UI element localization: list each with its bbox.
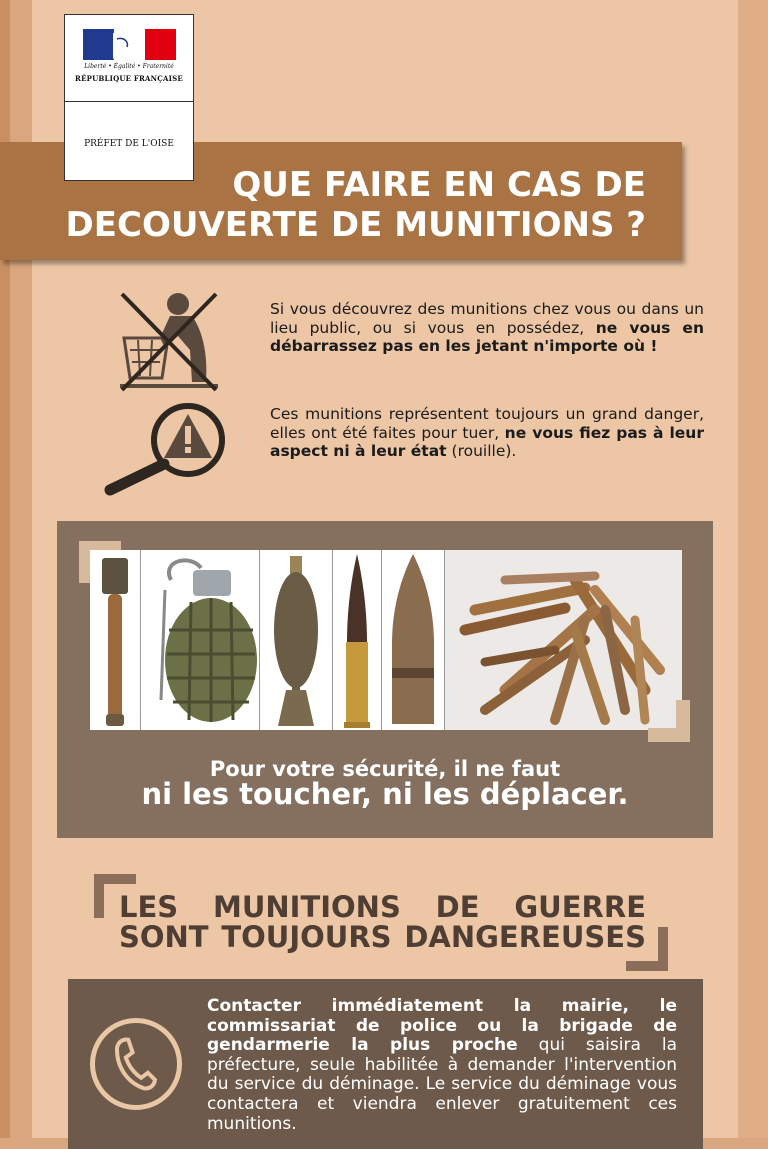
intro-1-text: Si vous découvrez des munitions chez vous ou dans un lieu public, ou si vous en possédez, xyxy=(270,300,704,337)
artillery-shell-photo xyxy=(382,550,445,730)
stick-grenade-photo xyxy=(90,550,141,730)
cartridge-photo xyxy=(333,550,382,730)
marianne-flag-icon xyxy=(83,29,176,60)
intro-1-bold: ne vous en débarrassez pas en les jetant n'importe où ! xyxy=(270,318,704,355)
contact-text xyxy=(207,997,677,1134)
intro-paragraph-1 xyxy=(270,300,704,356)
contact-normal: qui saisira la préfecture, seule habilitée à demander l'intervention du service du déminage. Le service du déminage vous contactera et viendra enlever gratuitement ces munitions. xyxy=(207,1035,677,1134)
munitions-photos xyxy=(90,550,682,730)
intro-2-bold: ne vous fiez pas à leur aspect ni à leur état xyxy=(270,423,704,460)
magnifier-warning-icon xyxy=(100,402,226,496)
intro-2-end: (rouille). xyxy=(451,442,517,460)
prefecture-logo xyxy=(64,14,194,181)
intro-paragraph-2 xyxy=(270,405,704,461)
safety-line-1: Pour votre sécurité, il ne faut xyxy=(209,757,561,781)
contact-panel xyxy=(68,979,703,1149)
intro-2-text: Ces munitions représentent toujours un grand danger, elles ont été faites pour tuer, xyxy=(270,405,704,442)
war-heading-line-2: SONT TOUJOURS DANGEREUSES xyxy=(119,920,646,954)
panel-corner-bottom-right xyxy=(648,700,690,742)
page-edge-right xyxy=(738,0,768,1138)
motto: Liberté • Égalité • Fraternité xyxy=(84,63,174,70)
phone-icon xyxy=(90,1018,182,1110)
hand-grenade-photo xyxy=(141,550,260,730)
rusty-cartridges-photo xyxy=(445,550,682,730)
mortar-shell-photo xyxy=(260,550,333,730)
safety-line-2: ni les toucher, ni les déplacer. xyxy=(141,777,629,811)
contact-bold: Contacter immédiatement la mairie, le commissariat de police ou la brigade de gendarmerie la plus proche xyxy=(207,996,677,1056)
title-line-2: DECOUVERTE DE MUNITIONS ? xyxy=(65,205,646,245)
prefect-name: PRÉFET DE L'OISE xyxy=(84,139,174,149)
republic-name: RÉPUBLIQUE FRANÇAISE xyxy=(75,74,183,83)
war-heading-line-1: LES MUNITIONS DE GUERRE xyxy=(119,890,646,924)
no-trash-icon xyxy=(116,290,222,394)
title-line-1: QUE FAIRE EN CAS DE xyxy=(232,165,646,205)
